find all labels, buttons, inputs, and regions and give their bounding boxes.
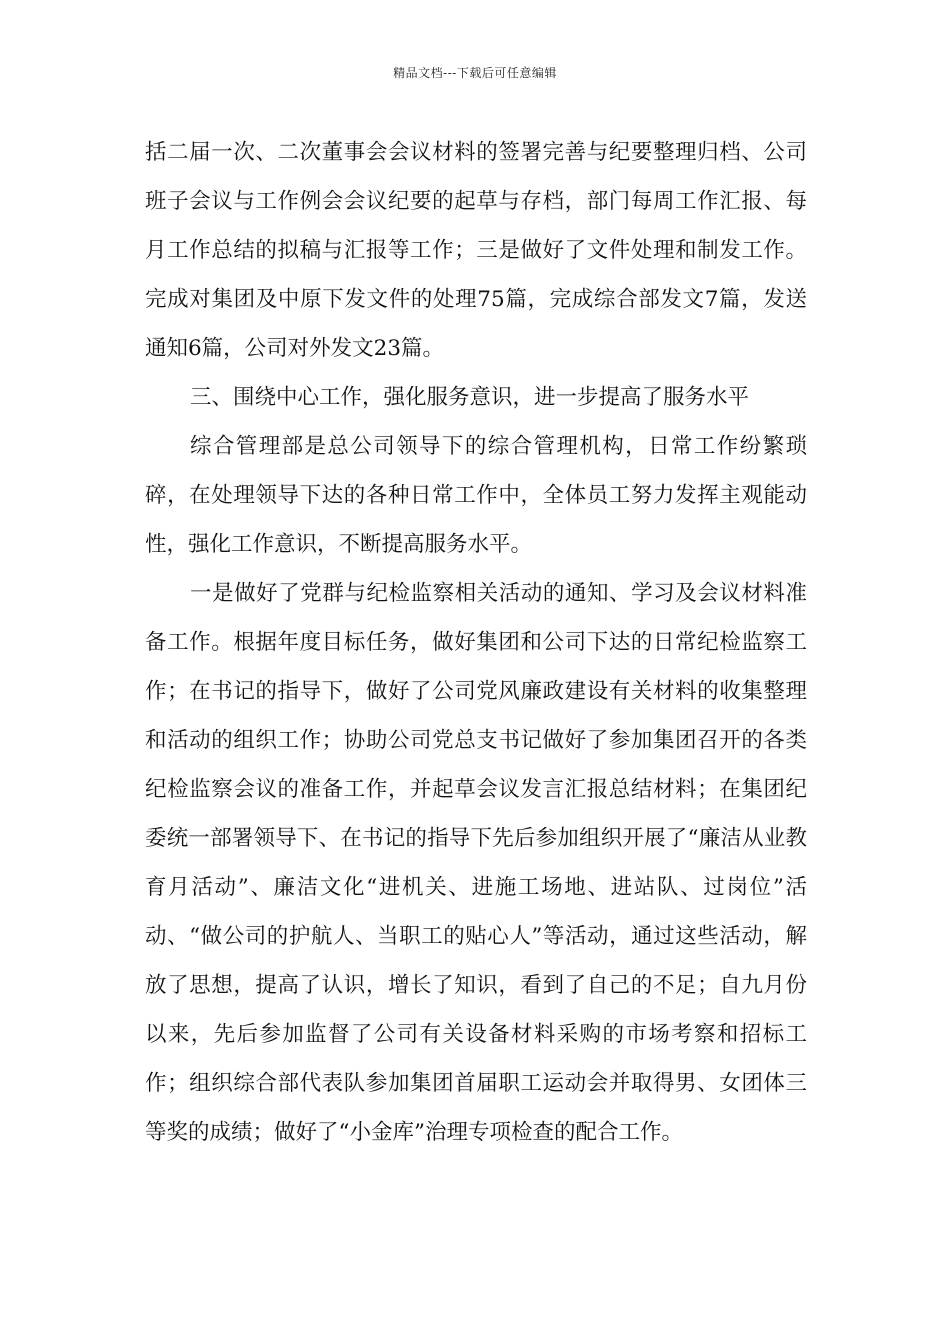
document-body <box>145 128 807 1157</box>
page-header: 精品文档---下载后可任意编辑 <box>393 66 557 80</box>
paragraph-continuation: 括二届一次、二次董事会会议材料的签署完善与纪要整理归档、公司班子会议与工作例会会议纪要的起草与存档，部门每周工作汇报、每月工作总结的拟稿与汇报等工作；三是做好了文件处理和制发工作。完成对集团及中原下发文件的处理75篇，完成综合部发文7篇，发送通知6篇，公司对外发文23篇。 <box>145 140 807 361</box>
paragraph-intro: 综合管理部是总公司领导下的综合管理机构，日常工作纷繁琐碎，在处理领导下达的各种日常工作中，全体员工努力发挥主观能动性，强化工作意识，不断提高服务水平。 <box>145 434 807 557</box>
section-heading: 三、围绕中心工作，强化服务意识，进一步提高了服务水平 <box>190 385 750 410</box>
paragraph-item-one: 一是做好了党群与纪检监察相关活动的通知、学习及会议材料准备工作。根据年度目标任务，做好集团和公司下达的日常纪检监察工作；在书记的指导下，做好了公司党风廉政建设有关材料的收集整理和活动的组织工作；协助公司党总支书记做好了参加集团召开的各类纪检监察会议的准备工作，并起草会议发言汇报总结材料；在集团纪委统一部署领导下、在书记的指导下先后参加组织开展了“廉洁从业教育月活动”、廉洁文化“进机关、进施工场地、进站队、过岗位”活动、“做公司的护航人、当职工的贴心人”等活动，通过这些活动，解放了思想，提高了认识，增长了知识，看到了自己的不足；自九月份以来，先后参加监督了公司有关设备材料采购的市场考察和招标工作；组织综合部代表队参加集团首届职工运动会并取得男、女团体三等奖的成绩；做好了“小金库”治理专项检查的配合工作。 <box>145 581 807 1145</box>
